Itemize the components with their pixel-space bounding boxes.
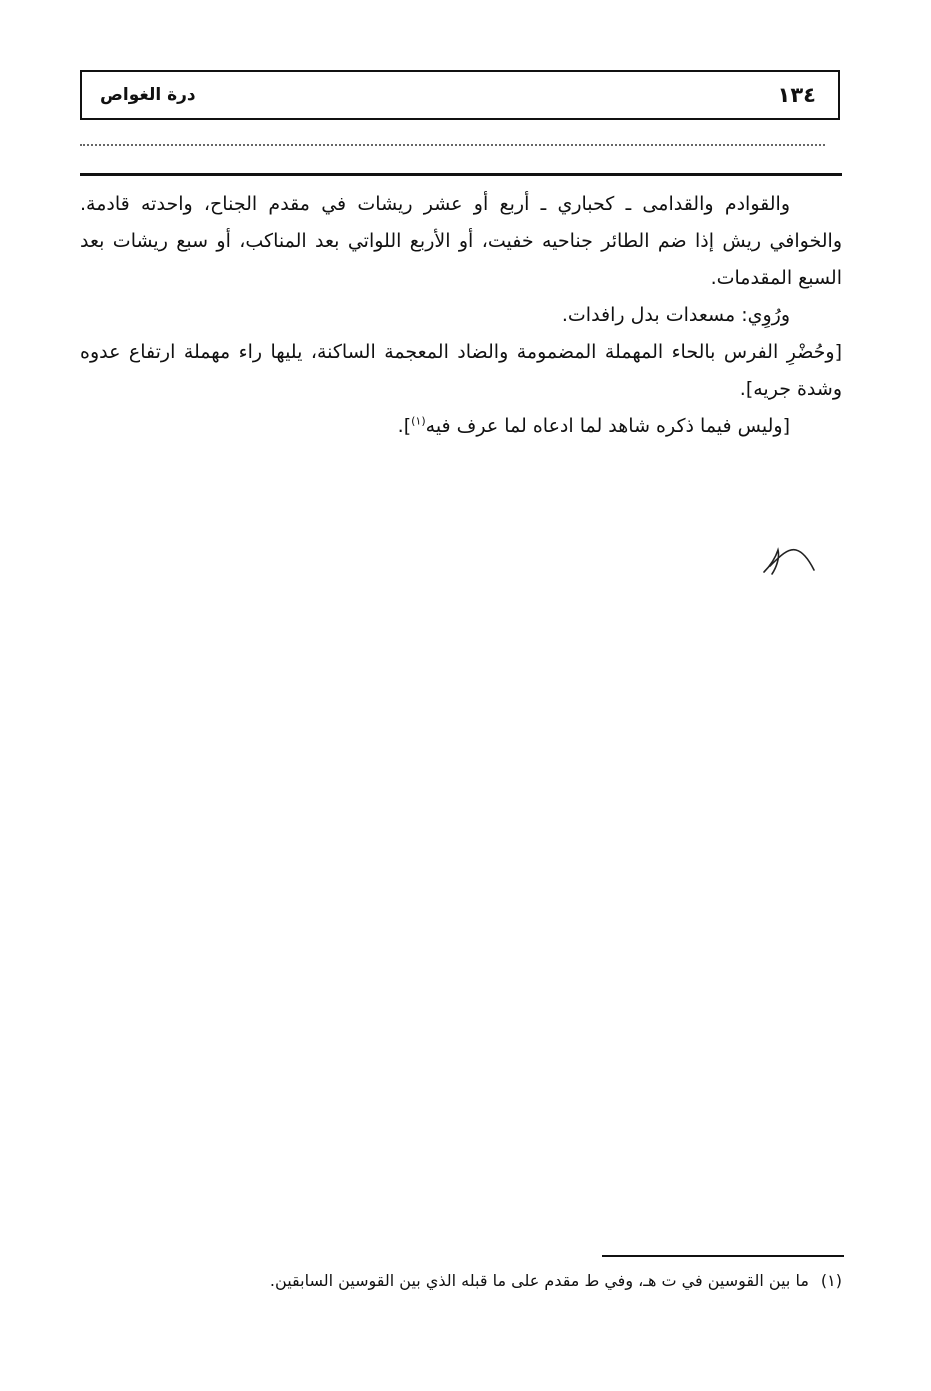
running-header bbox=[80, 70, 840, 120]
footnote-rule bbox=[602, 1255, 844, 1257]
dotted-separator bbox=[80, 144, 825, 146]
footnote-marker: (١) bbox=[820, 1271, 842, 1290]
paragraph-laysa-tail: ]. bbox=[397, 415, 412, 437]
paragraph-laysa bbox=[80, 408, 842, 445]
paragraph-laysa-text: [وليس فيما ذكره شاهد لما ادعاه لما عرف فيه bbox=[425, 415, 790, 437]
main-text bbox=[80, 186, 842, 445]
page-number: ١٣٤ bbox=[777, 83, 816, 107]
footnote-reference: (١) bbox=[411, 414, 426, 428]
footnote bbox=[170, 1266, 842, 1296]
paragraph-ruwiya: ورُوِي: مسعدات بدل رافدات. bbox=[561, 304, 790, 326]
handwritten-mark bbox=[758, 542, 822, 582]
footnote-text: ما بين القوسين في ت هـ، وفي ط مقدم على ما قبله الذي بين القوسين السابقين. bbox=[269, 1271, 809, 1290]
book-title: درة الغواص bbox=[100, 85, 196, 105]
header-rule bbox=[80, 173, 842, 176]
paragraph-qawadim: والقوادم والقدامى ـ كحباري ـ أربع أو عشر ريشات في مقدم الجناح، واحدته قادمة. والخوافي ريش إذا ضم الطائر جناحيه خفيت، أو الأربع اللواتي بعد المناكب، أو سبع ريشات بعد السبع المقدمات. bbox=[80, 193, 842, 289]
paragraph-hudr: [وحُضْرِ الفرس بالحاء المهملة المضمومة والضاد المعجمة الساكنة، يليها راء مهملة ارتفاع عدوه وشدة جريه]. bbox=[80, 341, 842, 400]
